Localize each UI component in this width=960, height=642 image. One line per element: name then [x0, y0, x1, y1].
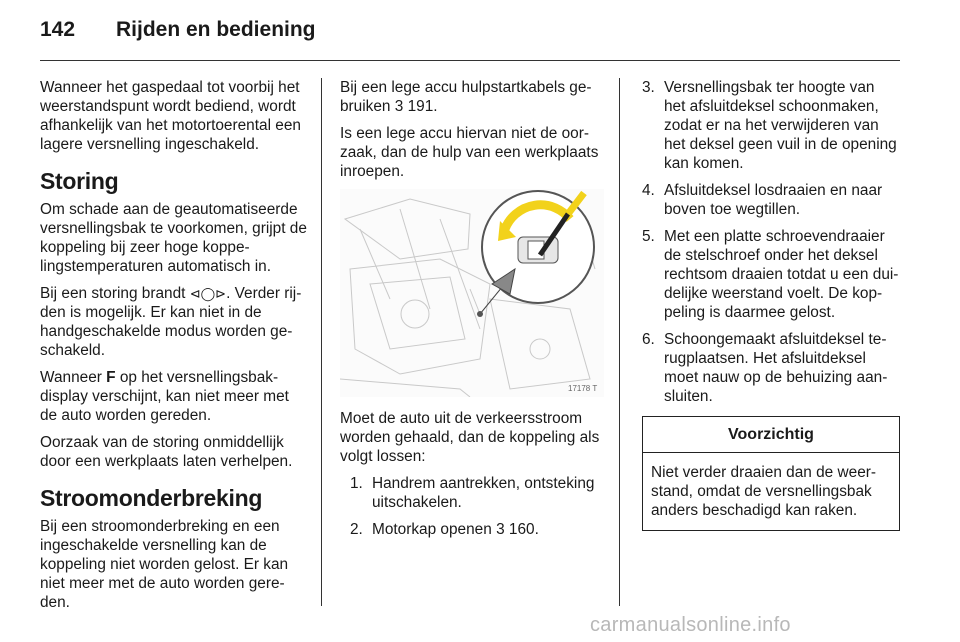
steps-list-2 — [642, 78, 900, 406]
step-number: 2. — [350, 521, 363, 538]
workshop-paragraph: Is een lege accu hiervan niet de oorzaak, dan de hulp van een werkplaats inroepen. — [340, 125, 599, 180]
text-segment: Bij een lege accu hulpstartkabels gebruiken — [340, 79, 592, 115]
caution-text: Niet verder draaien dan de weerstand, omdat de versnellingsbak anders beschadigd kan raken. — [651, 464, 877, 519]
jumpstart-paragraph — [340, 78, 604, 116]
display-code: F — [106, 369, 116, 386]
caution-title: Voorzichtig — [643, 417, 899, 453]
column-3 — [642, 78, 900, 531]
intro-paragraph: Wanneer het gaspedaal tot voorbij het weerstandspunt wordt bediend, wordt afhankelijk van het motortoerental een lagere versnelling ingeschakeld. — [40, 79, 301, 153]
transmission-warning-icon: ⊲◯⊳ — [189, 286, 227, 301]
text-segment: Bij een storing brandt — [40, 285, 190, 302]
step-number: 4. — [642, 182, 655, 199]
list-item — [340, 520, 604, 539]
step-text: Afsluitdeksel losdraaien en naar boven toe wegtillen. — [664, 182, 883, 218]
storing-paragraph-3 — [40, 368, 308, 425]
illustration-id: 17178 T — [568, 384, 598, 393]
tow-paragraph: Moet de auto uit de verkeersstroom worden gehaald, dan de koppeling als volgt lossen: — [340, 410, 600, 465]
step-text: Handrem aantrekken, ontsteking uitschakelen. — [372, 475, 595, 511]
step-text: Motorkap openen 3 160. — [372, 521, 539, 538]
list-item — [642, 330, 900, 406]
column-divider-2 — [619, 78, 620, 606]
text-segment: Wanneer — [40, 369, 107, 386]
step-text: Schoongemaakt afsluitdeksel terugplaatsen. Het afsluitdeksel moet nauw op de behuizing aansluiten. — [664, 331, 888, 405]
list-item — [642, 181, 900, 219]
column-divider-1 — [321, 78, 322, 606]
step-number: 6. — [642, 331, 655, 348]
step-number: 3. — [642, 79, 655, 96]
step-text: Versnellingsbak ter hoogte van het afsluitdeksel schoonmaken, zodat er na het verwijderen van het deksel geen vuil in de opening kan komen. — [664, 79, 897, 172]
step-number: 5. — [642, 228, 655, 245]
stroom-paragraph: Bij een stroomonderbreking en een ingeschakelde versnelling kan de koppeling niet worden gelost. Er kan niet meer met de auto worden gereden. — [40, 518, 289, 611]
step-number: 1. — [350, 475, 363, 492]
stroom-heading: Stroomonderbreking — [40, 485, 263, 511]
text-segment: op het versnellingsbakdisplay verschijnt, kan niet meer met de auto worden gereden. — [40, 369, 289, 424]
steps-list-1 — [340, 474, 604, 539]
column-1 — [40, 78, 308, 620]
watermark: carmanualsonline.info — [590, 614, 791, 636]
header-rule — [40, 60, 900, 61]
storing-paragraph-1: Om schade aan de geautomatiseerde versnellingsbak te voorkomen, grijpt de koppeling bij zeer hoge koppelingstemperaturen automatisch in. — [40, 201, 307, 275]
storing-paragraph-2 — [40, 284, 308, 360]
list-item — [642, 78, 900, 173]
page-number: 142 — [40, 18, 76, 41]
chapter-title: Rijden en bediening — [116, 18, 316, 41]
list-item — [642, 227, 900, 322]
list-item — [340, 474, 604, 512]
storing-heading: Storing — [40, 168, 119, 194]
caution-box — [642, 416, 900, 531]
page-header — [40, 18, 900, 48]
text-segment: . Verder rijden is mogelijk. Er kan niet in de handgeschakelde modus worden geschakeld. — [40, 285, 302, 359]
column-2 — [340, 78, 604, 547]
gearbox-illustration — [340, 189, 604, 397]
page-reference: 3 191. — [394, 98, 438, 115]
step-text: Met een platte schroevendraaier de stelschroef onder het deksel rechtsom draaien totdat u een duidelijke weerstand voelt. De koppeling is daarmee gelost. — [664, 228, 899, 321]
storing-paragraph-4: Oorzaak van de storing onmiddellijk door een werkplaats laten verhelpen. — [40, 434, 293, 470]
